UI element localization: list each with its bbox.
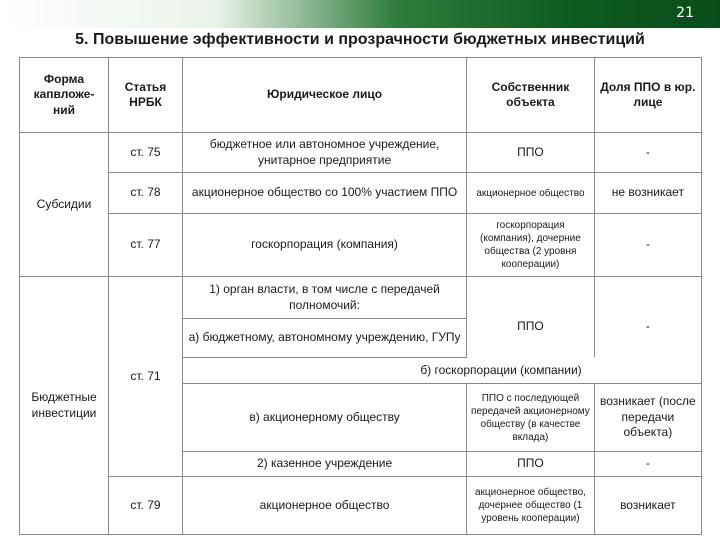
entity-cell: б) госкорпорации (компании) [417, 357, 701, 383]
share-cell: - [594, 452, 701, 477]
table-row [20, 214, 702, 277]
slide-number: 21 [676, 5, 694, 21]
entity-cell: акционерное общество [182, 477, 466, 535]
owner-cell: госкорпорация (компания), дочерние общества (2 уровня кооперации) [467, 214, 595, 277]
form-subsidies: Субсидии [20, 133, 109, 277]
share-cell: - [594, 318, 701, 357]
header-owner: Собственник объекта [467, 58, 595, 133]
title-bar [0, 0, 720, 28]
table-row [20, 477, 702, 535]
owner-cell: ППО с последующей передачей акционерному обществу (в качестве вклада) [467, 383, 595, 451]
share-cell: возникает (после передачи объекта) [594, 383, 701, 451]
form-investments: Бюджетные инвестиции [20, 277, 109, 535]
entity-cell: 1) орган власти, в том числе с передачей полномочий: [182, 277, 466, 319]
share-cell: возникает [594, 477, 701, 535]
investment-table [19, 57, 702, 535]
share-cell: - [594, 214, 701, 277]
table-row [20, 133, 702, 173]
owner-cell: ППО [467, 133, 595, 173]
owner-cell: акционерное общество, дочернее общество (1 уровень кооперации) [467, 477, 595, 535]
slide-title: 5. Повышение эффективности и прозрачности бюджетных инвестиций [75, 31, 645, 48]
header-row [20, 58, 702, 133]
table-row [20, 173, 702, 214]
entity-cell: а) бюджетному, автономному учреждению, ГУПу [182, 318, 466, 357]
share-cell: - [594, 133, 701, 173]
entity-cell: бюджетное или автономное учреждение, унитарное предприятие [182, 133, 466, 173]
article-cell: ст. 78 [109, 173, 183, 214]
owner-cell: ППО [467, 452, 595, 477]
owner-cell [467, 277, 595, 319]
entity-cell: госкорпорация (компания) [182, 214, 466, 277]
header-article: Статья НРБК [109, 58, 183, 133]
share-cell [594, 277, 701, 319]
header-entity: Юридическое лицо [182, 58, 466, 133]
table-row [20, 277, 702, 319]
entity-cell-spacer [182, 357, 417, 383]
owner-cell: ППО [467, 318, 595, 357]
article-cell: ст. 79 [109, 477, 183, 535]
article-cell: ст. 77 [109, 214, 183, 277]
article-cell: ст. 75 [109, 133, 183, 173]
header-share: Доля ППО в юр. лице [594, 58, 701, 133]
share-cell: не возникает [594, 173, 701, 214]
article-cell: ст. 71 [109, 277, 183, 477]
entity-cell: в) акционерному обществу [182, 383, 466, 451]
owner-cell: акционерное общество [467, 173, 595, 214]
header-form: Форма капвложе-ний [20, 58, 109, 133]
entity-cell: акционерное общество со 100% участием ППО [182, 173, 466, 214]
entity-cell: 2) казенное учреждение [182, 452, 466, 477]
